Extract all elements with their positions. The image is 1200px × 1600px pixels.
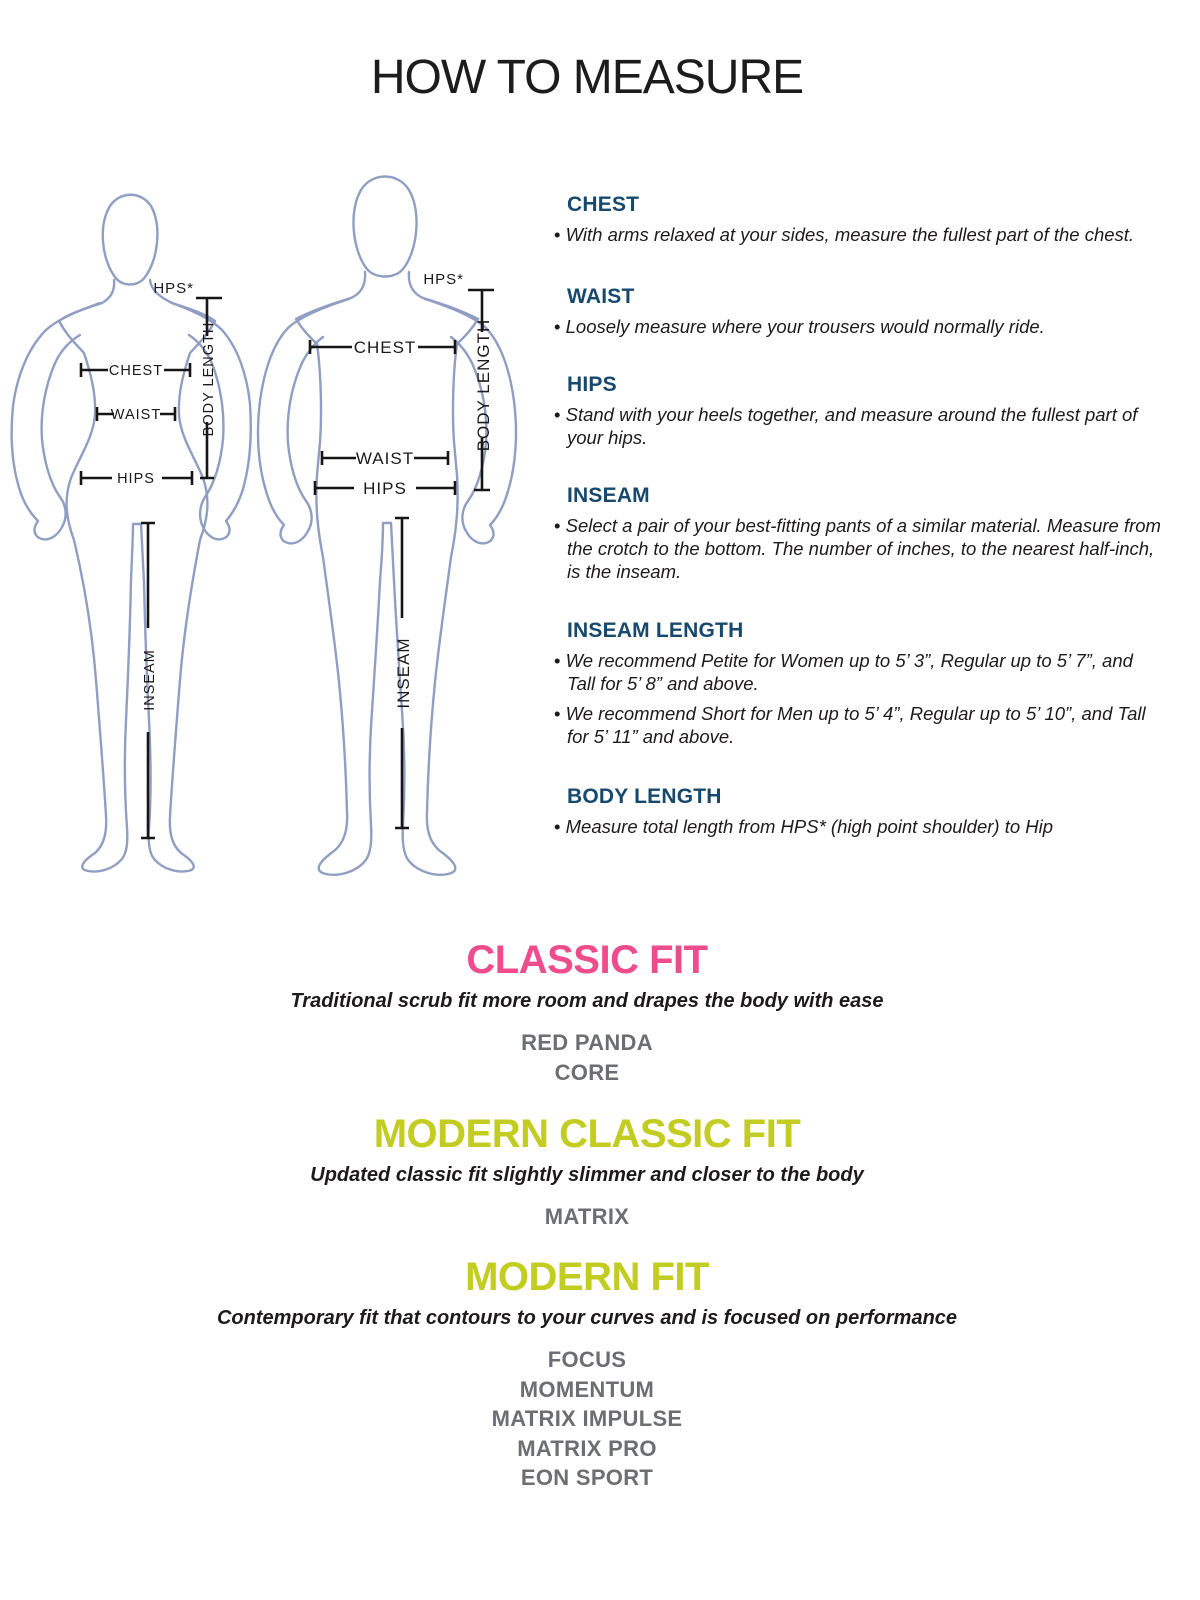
male-right-arm-outline [425, 299, 516, 543]
fit-title: MODERN CLASSIC FIT [373, 1112, 801, 1156]
female-figure [12, 195, 251, 872]
fit-classic [0, 938, 1174, 1087]
page-title: HOW TO MEASURE [370, 51, 804, 104]
product-line: EON SPORT [520, 1465, 654, 1490]
male-waist-label: WAIST [355, 449, 415, 468]
female-chest-label: CHEST [108, 363, 164, 379]
section-body-length [554, 785, 1166, 845]
male-left-arm-outline [258, 299, 349, 543]
section-inseam [554, 484, 1166, 590]
product-line: CORE [554, 1059, 620, 1085]
product-line: RED PANDA [521, 1030, 653, 1055]
male-figure [258, 177, 516, 875]
section-bullet: • With arms relaxed at your sides, measure the fullest part of the chest. [554, 223, 1166, 246]
section-heading: INSEAM LENGTH [567, 619, 744, 642]
product-line: MATRIX IMPULSE [491, 1406, 683, 1431]
female-head-outline [103, 195, 158, 285]
female-inseam-label: INSEAM [142, 649, 158, 711]
female-left-arm-outline [12, 303, 100, 539]
section-bullet: • We recommend Petite for Women up to 5’ 3”, Regular up to 5’ 7”, and Tall for 5’ 8” and above. [554, 649, 1166, 695]
fit-title: MODERN FIT [465, 1255, 709, 1299]
section-waist [554, 285, 1166, 345]
female-body-length-label: BODY LENGTH [201, 321, 217, 437]
fit-description: Traditional scrub fit more room and drapes the body with ease [290, 990, 884, 1012]
section-bullet: • We recommend Short for Men up to 5’ 4”, Regular up to 5’ 10”, and Tall for 5’ 11” and above. [554, 702, 1166, 748]
male-hps-label: HPS* [423, 271, 464, 288]
fit-modern [0, 1255, 1174, 1493]
section-heading: HIPS [567, 373, 617, 396]
section-chest [554, 193, 1166, 253]
male-inseam-label: INSEAM [394, 637, 413, 709]
fit-description: Contemporary fit that contours to your curves and is focused on performance [216, 1307, 958, 1329]
female-hps-label: HPS* [153, 280, 194, 297]
female-hips-label: HIPS [117, 471, 155, 487]
section-inseam-length [554, 619, 1166, 755]
fit-modern-classic [0, 1112, 1174, 1232]
section-heading: BODY LENGTH [567, 785, 722, 808]
section-heading: WAIST [567, 285, 635, 308]
fit-title: CLASSIC FIT [466, 938, 708, 982]
measurement-diagram [0, 160, 540, 880]
product-line: FOCUS [547, 1347, 627, 1372]
product-line: MOMENTUM [519, 1376, 655, 1402]
male-body-length-label: BODY LENGTH [474, 318, 493, 452]
section-heading: INSEAM [567, 484, 650, 507]
section-hips [554, 373, 1166, 456]
male-head-outline [353, 177, 416, 277]
section-bullet: • Stand with your heels together, and measure around the fullest part of your hips. [554, 403, 1166, 449]
product-line: MATRIX PRO [517, 1435, 657, 1461]
male-hips-label: HIPS [363, 479, 407, 498]
section-bullet: • Select a pair of your best-fitting pants of a similar material. Measure from the crotch to the bottom. The number of inches, to the nearest half-inch, is the inseam. [554, 514, 1166, 583]
female-waist-label: WAIST [110, 407, 162, 423]
section-bullet: • Loosely measure where your trousers would normally ride. [554, 315, 1166, 338]
section-heading: CHEST [567, 193, 640, 216]
male-chest-label: CHEST [353, 338, 417, 357]
section-bullet: • Measure total length from HPS* (high point shoulder) to Hip [554, 815, 1166, 838]
male-torso-legs-outline [296, 272, 478, 875]
fit-description: Updated classic fit slightly slimmer and closer to the body [310, 1164, 864, 1186]
product-line: MATRIX [544, 1204, 630, 1229]
